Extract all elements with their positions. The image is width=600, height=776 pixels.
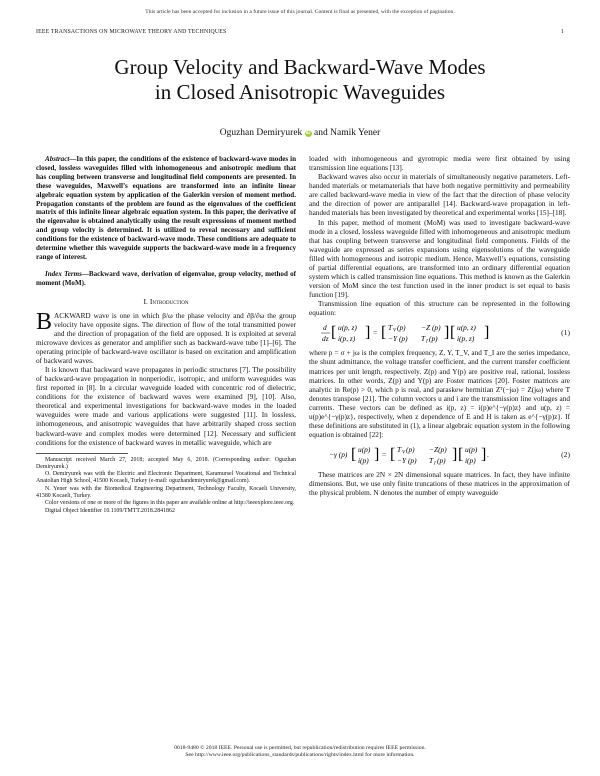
abstract-label: Abstract— [45, 155, 77, 163]
footnote-doi: Digital Object Identifier 10.1109/TMTT.2018.2841862 [45, 507, 175, 514]
svg-text:]: ] [374, 445, 380, 463]
svg-text:=: = [373, 328, 378, 338]
intro-paragraph-2: It is known that backward wave propagates in periodic structures [7]. The possibility of backward-wave propagation in nonperiodic, isotropic, and uniform waveguides was first reported in [8]. In a circular waveguide loaded with concentric rod of dielectric, conditions for the existence of backward waves were examined [9], [10]. Also, theoretical and experimental investigations for backward-wave modes in the loaded waveguides were made and various applications were suggested [11]. In lossless, inhomogeneous, and anisotropic waveguides that have arbitrarily shaped cross section backward-wave and complex modes were determined [12]. Necessary and sufficient conditions for the existence of backward waves in metallic waveguide, which are [36, 366, 296, 447]
right-paragraph-6: These matrices are 2N × 2N dimensional square matrices. In fact, they have infinite dimensions. But, we use only finite truncations of these matrices in the approximation of the physical problem. N denotes the number of empty waveguide [309, 470, 570, 497]
svg-text:i(p, z): i(p, z) [338, 334, 356, 344]
svg-text:V: V [402, 450, 406, 456]
equation-2 [309, 444, 570, 466]
journal-name: IEEE TRANSACTIONS ON MICROWAVE THEORY AND TECHNIQUES [36, 29, 227, 35]
index-terms-label: Index Terms— [45, 269, 89, 278]
paper-title [0, 55, 600, 105]
index-terms [36, 270, 296, 288]
author-1: Oguzhan Demiryurek [219, 128, 303, 138]
svg-text:T: T [429, 455, 434, 465]
svg-text:[: [ [331, 324, 337, 342]
svg-text:u(p): u(p) [358, 444, 371, 454]
intro-paragraph-1 [36, 308, 296, 366]
svg-text:=: = [382, 449, 387, 459]
svg-text:[: [ [450, 324, 456, 342]
svg-text:I: I [426, 339, 428, 345]
abstract-text: In this paper, the conditions of the existence of backward-wave modes in closed, lossless waveguides filled with inhomogeneous and anisotropic medium that has coupling between transverse and longitudinal field components are presented. In these waveguides, Maxwell’s equations are transformed into an infinite linear algebraic equation system by application of the Galerkin version of moment method. Propagation constants of the problem are found as the eigenvalues of the coefficient matrix of this infinite linear algebraic equation system. In this paper, the derivative of the eigenvalue is obtained analytically using the result expressions of moment method and group velocity is determined. It is utilized to reveal necessary and sufficient conditions for the existence of backward-wave mode. These conditions are adequate to determine whether this waveguide supports the backward-wave mode in a frequency range of interest. [36, 155, 296, 261]
page-number: 1 [560, 29, 564, 35]
footnote-manuscript: Manuscript received March 27, 2018; accepted May 6, 2018. (Corresponding author: Oguzhan Demiryurek.) [36, 456, 296, 470]
title-line-2: in Closed Anisotropic Waveguides [154, 80, 446, 104]
svg-text:]: ] [484, 324, 490, 342]
svg-text:T: T [388, 323, 393, 333]
equation-2-number: (2) [561, 449, 570, 459]
author-line [0, 128, 600, 138]
equation-2-graphic [321, 444, 531, 466]
svg-text:u(p, z): u(p, z) [457, 323, 476, 333]
index-terms-text: Backward wave, derivation of eigenvalue, group velocity, method of moment (MoM). [36, 269, 296, 287]
svg-text:]: ] [481, 445, 487, 463]
right-column [309, 155, 570, 498]
section-heading: I. Introduction [143, 296, 189, 306]
copyright-line-1: 0018-9480 © 2018 IEEE. Personal use is permitted, but republication/redistribution requires IEEE permission. [174, 745, 426, 751]
svg-text:u(p, z): u(p, z) [338, 323, 357, 333]
svg-text:−Y (p): −Y (p) [397, 455, 417, 465]
svg-text:(p): (p) [397, 323, 406, 333]
right-paragraph-1: loaded with inhomogeneous and gyrotropic media were first obtained by using transmission line equations [13]. [309, 155, 570, 173]
svg-text:i(p): i(p) [358, 455, 369, 465]
left-column [36, 155, 296, 515]
orcid-icon[interactable]: iD [305, 130, 311, 136]
right-paragraph-2: Backward waves also occur in materials of simultaneously negative parameters. Left-handed materials or metamaterials that have both negative permittivity and permeability are called backward-wave media in view of the fact that the direction of phase velocity and the direction of power are antiparallel [14]. Backward-wave propagation in left-handed materials has been investigated by theoretical and experimental works [15]–[18]. [309, 173, 570, 218]
svg-text:[: [ [390, 445, 396, 463]
equation-1-graphic [321, 322, 531, 344]
right-paragraph-5: where p = σ + jω is the complex frequency, Z, Y, T_V, and T_I are the series impedance, the shunt admittance, the voltage transfer coefficient, and the current transfer coefficient matrices per unit length, respectively. Z(p) and Y(p) are positive real, rational, lossless matrices. In other words, Z(p) and Y(p) are Foster matrices [20]. Foster matrices are analytic in Re(p) > 0, which p is real, and paraskew hermitian Zᵀ(−jω) = Z(jω) where T denotes transpose [21]. The column vectors u and i are the transmission line voltages and currents. These vectors can be defined as i(p, z) = i(p)e^{−γ(p)z} and u(p, z) = u(p)e^{−γ(p)z}, respectively, when z dependence of E and H is taken as e^{−γ(p)z}. If these definitions are substituted in (1), a linear algebraic equation system in the following equation is obtained [22]: [309, 349, 570, 439]
svg-text:−Z(p): −Z(p) [429, 444, 447, 454]
svg-text:T: T [421, 334, 426, 344]
svg-text:]: ] [365, 324, 371, 342]
svg-text:I: I [434, 461, 436, 466]
equation-1 [309, 322, 570, 344]
svg-text:[: [ [458, 445, 464, 463]
svg-text:(p): (p) [429, 334, 438, 344]
footnote-author-1: O. Demiryurek was with the Electric and Electronic Department, Karamursel Vocational and Technical Anatolian High School, 41500 Kocaeli, Turkey (e-mail: oguzhandemiryurek@gmail.com). [36, 471, 296, 485]
svg-text:−γ (p): −γ (p) [329, 449, 348, 459]
acceptance-notice: This article has been accepted for inclusion in a future issue of this journal. Content is final as presented, with the exception of pagination. [145, 9, 455, 15]
author-2: Namik Yener [330, 128, 381, 138]
svg-text:[: [ [351, 445, 357, 463]
title-line-1: Group Velocity and Backward-Wave Modes [114, 55, 486, 79]
right-paragraph-4: Transmission line equation of this structure can be represented in the following equation: [309, 300, 570, 318]
footnote-color: Color versions of one or more of the figures in this paper are available online at http://ieeexplore.ieee.org. [45, 500, 295, 507]
svg-text:T: T [397, 444, 402, 454]
svg-text:−Z (p): −Z (p) [421, 323, 441, 333]
abstract [36, 155, 296, 262]
svg-text:−Y (p): −Y (p) [388, 334, 408, 344]
svg-text:d: d [323, 323, 327, 333]
equation-1-number: (1) [561, 328, 570, 338]
svg-text:.: . [487, 449, 489, 459]
svg-text:i(p): i(p) [465, 455, 476, 465]
author-conjunction: and [314, 128, 328, 138]
running-head [36, 29, 564, 35]
copyright-footer [0, 745, 600, 760]
svg-text:(p): (p) [406, 444, 415, 454]
svg-text:(p): (p) [437, 455, 446, 465]
svg-text:dz: dz [322, 334, 329, 344]
svg-text:]: ] [452, 445, 458, 463]
svg-text:]: ] [444, 324, 450, 342]
right-paragraph-3: In this paper, method of moment (MoM) was used to investigate backward-wave mode in a closed, lossless waveguide filled with inhomogeneous and anisotropic medium that has coupling between transverse and longitudinal field components. Fields of the waveguide are expressed as series expansions using eigensolutions of the waveguide filled with homogeneous and isotropic medium. Hence, Maxwell’s equations, consisting of partial differential equations, are transformed into an ordinary differential equation system which is called transmission line equations. This method is known as the Galerkin version of MoM since the test function used in the inner product is set equal to basis function [19]. [309, 218, 570, 300]
intro-p1-text: ACKWARD wave is one in which β/ω the phase velocity and ∂β/∂ω the group velocity have opposite signs. The direction of flow of the total transmitted power and the direction of propagation of the field are opposed. It is exploited at several microwave devices as generator and amplifier such as backward-wave tube [1]–[6]. The operating principle of backward-wave oscillator is based on excitation and amplification of backward waves. [36, 311, 296, 365]
copyright-line-2[interactable]: See http://www.ieee.org/publications_standards/publications/rights/index.html for more information. [185, 752, 415, 759]
svg-text:V: V [393, 328, 397, 334]
svg-text:u(p): u(p) [465, 444, 478, 454]
svg-text:i(p, z): i(p, z) [457, 334, 475, 344]
svg-text:[: [ [381, 324, 387, 342]
footnote-author-2: N. Yener was with the Biomedical Engineering Department, Technology Faculty, Kocaeli University, 41380 Kocaeli, Turkey. [36, 485, 296, 500]
drop-cap: B [36, 308, 53, 335]
